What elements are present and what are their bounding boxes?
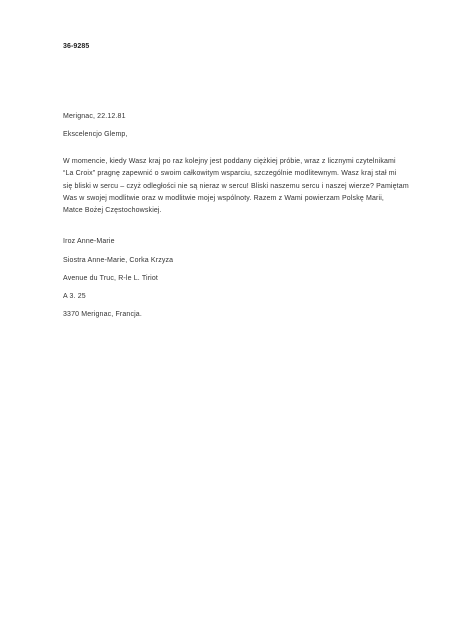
salutation: Ekscelencjo Glemp,: [63, 131, 128, 138]
address-line-2: A 3. 25: [63, 293, 86, 300]
reference-number: 36-9285: [63, 43, 90, 50]
body-line: Matce Bożej Częstochowskiej.: [63, 207, 162, 215]
body-line: W momencie, kiedy Wasz kraj po raz kolejny jest poddany ciężkiej próbie, wraz z licznymi czytelnikami: [63, 158, 396, 165]
body-line: “La Croix” pragnę zapewnić o swoim całkowitym wsparciu, szczególnie modlitewnym. Wasz kraj stał mi: [63, 170, 397, 178]
signature-name: Iroz Anne-Marie: [63, 238, 115, 245]
body-line: się bliski w sercu – czyż odległości nie są nieraz w sercu! Bliski naszemu sercu i naszej wierze? Pamiętam: [63, 182, 409, 190]
signature-title: Siostra Anne-Marie, Corka Krzyza: [63, 257, 174, 264]
body-line: Was w swojej modlitwie oraz w modlitwie mojej wspólnoty. Razem z Wami powierzam Polskę Marii,: [63, 194, 384, 202]
place-date: Merignac, 22.12.81: [63, 113, 126, 120]
address-line-3: 3370 Merignac, Francja.: [63, 311, 142, 318]
address-line-1: Avenue du Truc, R-le L. Tiriot: [63, 275, 159, 282]
letter-body: [63, 156, 409, 217]
